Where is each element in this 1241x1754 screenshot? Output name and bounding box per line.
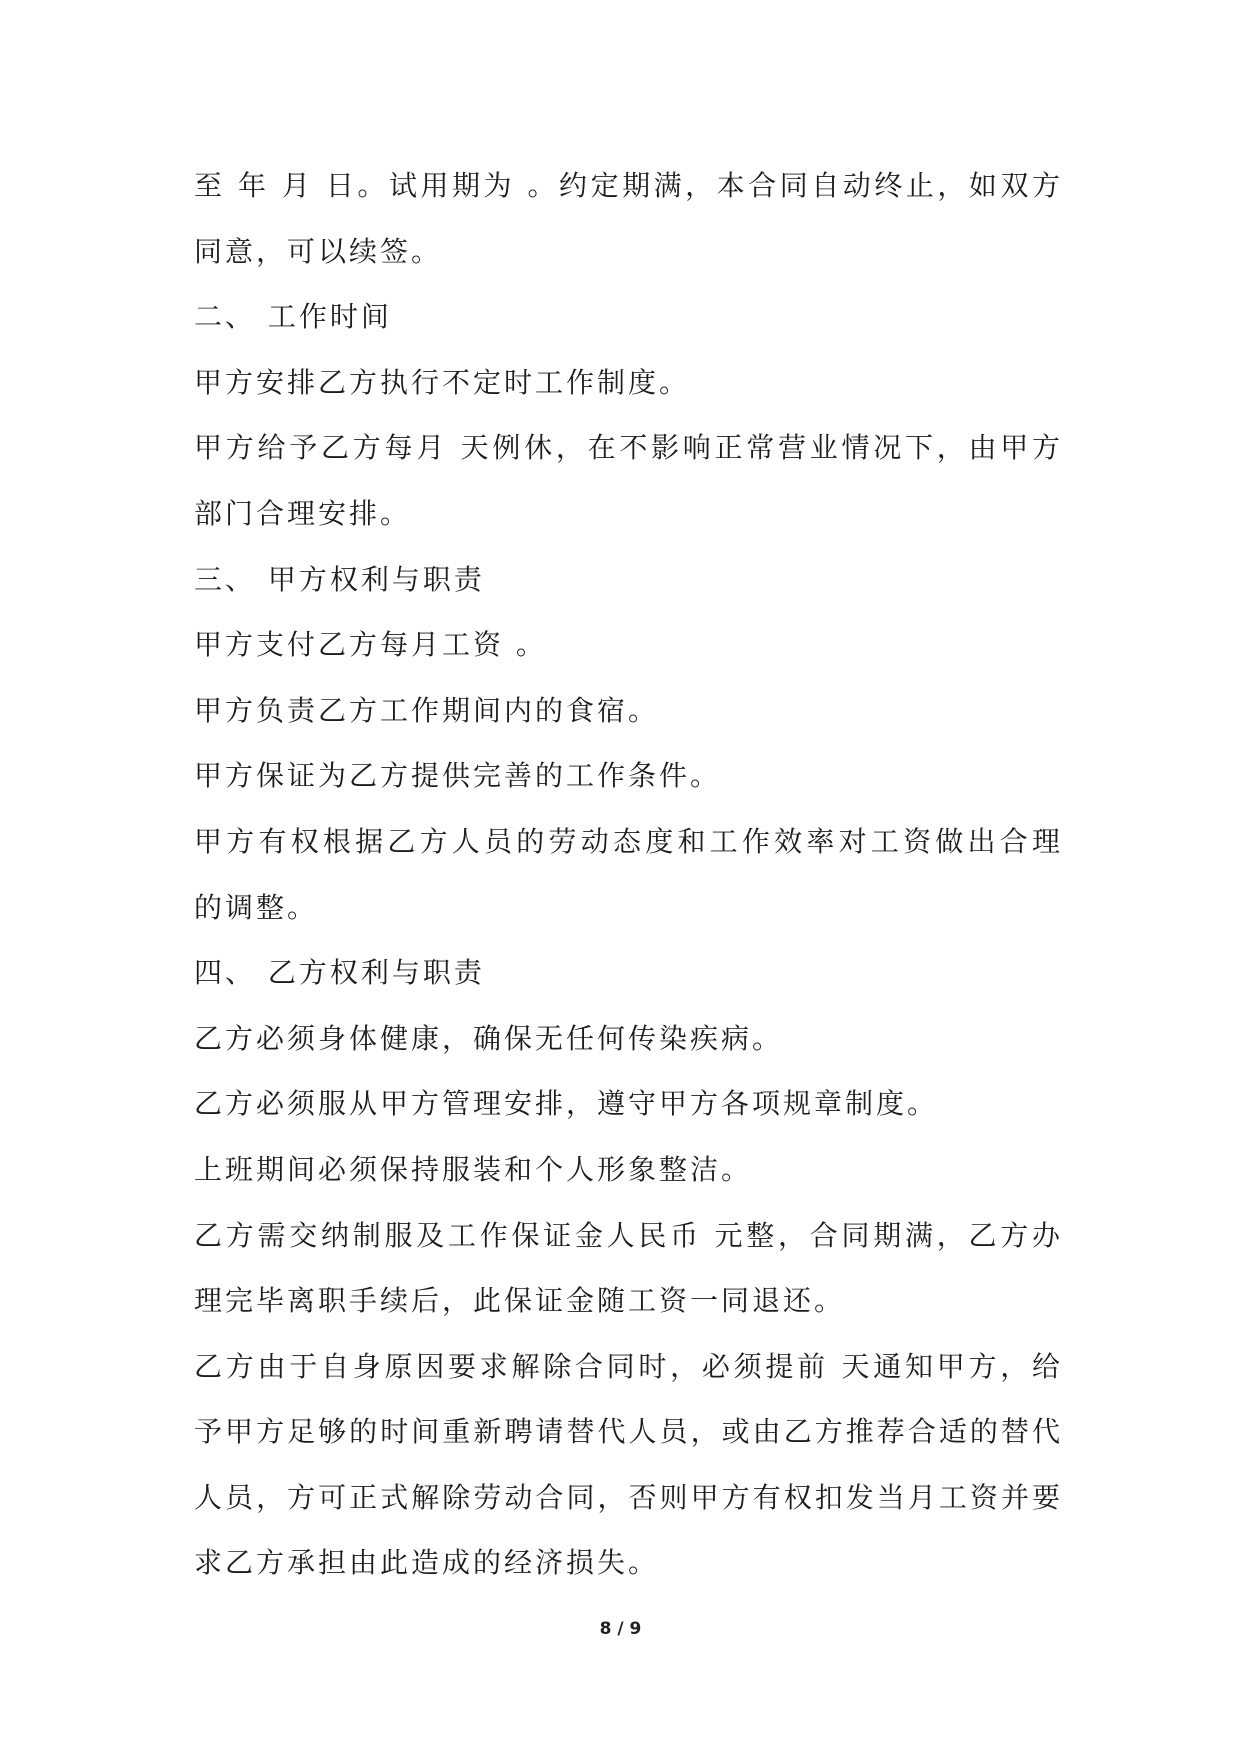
text-line: 甲方给予乙方每月 天例休，在不影响正常营业情况下，由甲方 [194, 431, 1060, 465]
text-line: 甲方负责乙方工作期间内的食宿。 [194, 693, 660, 727]
text-line: 乙方需交纳制服及工作保证金人民币 元整，合同期满，乙方办 [194, 1218, 1060, 1252]
text-line: 甲方安排乙方执行不定时工作制度。 [194, 365, 691, 399]
text-line: 至 年 月 日。试用期为 。约定期满，本合同自动终止，如双方 [194, 169, 1060, 202]
section-heading: 四、 乙方权利与职责 [194, 956, 485, 990]
text-line: 予甲方足够的时间重新聘请替代人员，或由乙方推荐合适的替代 [194, 1415, 1060, 1449]
page-number: 8 / 9 [599, 1619, 642, 1639]
text-line: 同意，可以续签。 [194, 234, 443, 268]
text-line: 乙方必须身体健康，确保无任何传染疾病。 [194, 1021, 784, 1055]
text-line: 甲方支付乙方每月工资 。 [194, 628, 547, 662]
text-line: 乙方必须服从甲方管理安排，遵守甲方各项规章制度。 [194, 1087, 939, 1121]
text-line: 甲方保证为乙方提供完善的工作条件。 [194, 759, 722, 793]
text-line: 的调整。 [194, 890, 319, 924]
text-line: 部门合理安排。 [194, 496, 412, 530]
contract-body [194, 153, 1060, 1596]
text-line: 理完毕离职手续后，此保证金随工资一同退还。 [194, 1284, 846, 1318]
text-line: 上班期间必须保持服装和个人形象整洁。 [194, 1152, 753, 1186]
text-line: 甲方有权根据乙方人员的劳动态度和工作效率对工资做出合理 [194, 824, 1060, 858]
text-line: 求乙方承担由此造成的经济损失。 [194, 1546, 660, 1580]
section-heading: 三、 甲方权利与职责 [194, 562, 485, 596]
section-heading: 二、 工作时间 [194, 300, 392, 334]
text-line: 乙方由于自身原因要求解除合同时，必须提前 天通知甲方，给 [194, 1349, 1060, 1383]
text-line: 人员，方可正式解除劳动合同，否则甲方有权扣发当月工资并要 [194, 1480, 1060, 1514]
